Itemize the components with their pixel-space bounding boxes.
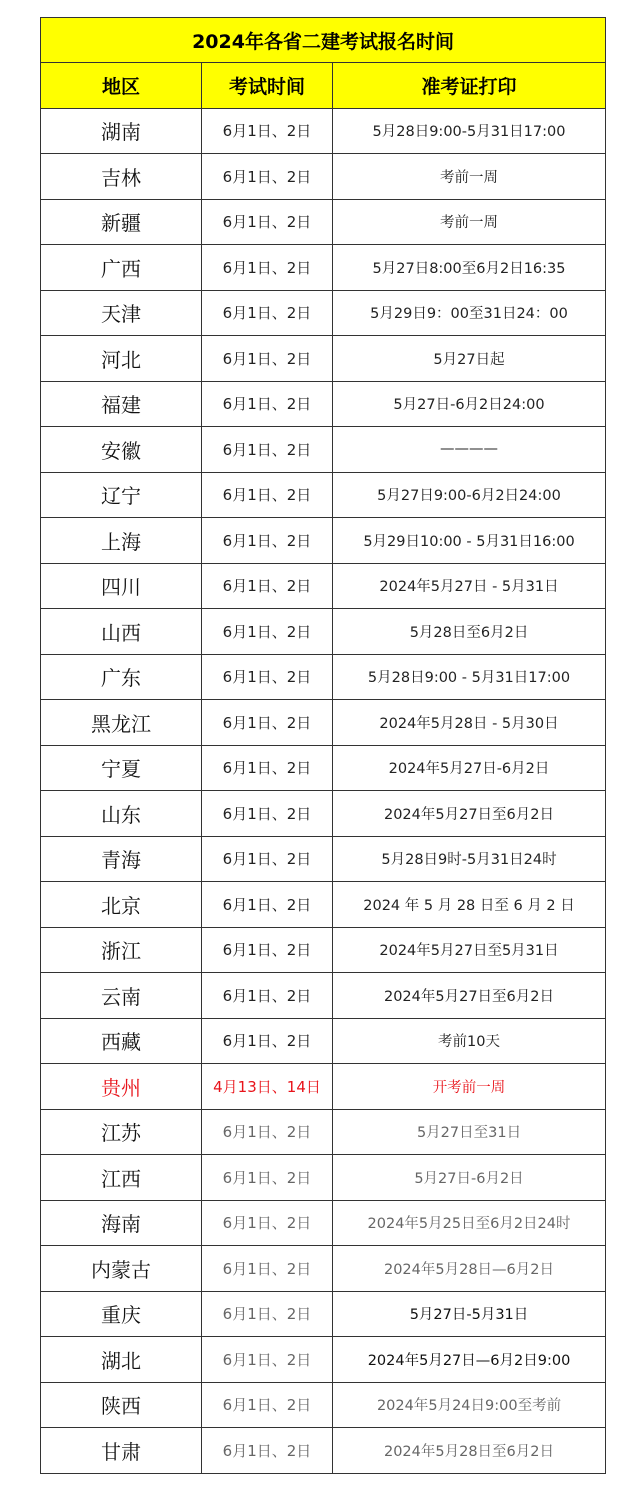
table-row (41, 927, 606, 973)
ticket-print-cell: 5月27日8:00至6月2日16:35 (333, 245, 606, 291)
region-cell: 安徽 (41, 427, 202, 473)
table-row (41, 1337, 606, 1383)
table-row (41, 1109, 606, 1155)
table-row (41, 290, 606, 336)
table-row (41, 336, 606, 382)
title-row (41, 18, 606, 63)
exam-date-cell: 6月1日、2日 (202, 927, 333, 973)
region-cell: 内蒙古 (41, 1246, 202, 1292)
table-row (41, 245, 606, 291)
ticket-print-cell: 5月27日至31日 (333, 1109, 606, 1155)
region-cell: 青海 (41, 836, 202, 882)
exam-date-cell: 6月1日、2日 (202, 518, 333, 564)
header-ticket-print: 准考证打印 (333, 63, 606, 109)
region-cell: 四川 (41, 563, 202, 609)
table-row (41, 1291, 606, 1337)
exam-date-cell: 6月1日、2日 (202, 427, 333, 473)
region-cell: 新疆 (41, 199, 202, 245)
ticket-print-cell: 5月27日-5月31日 (333, 1291, 606, 1337)
table-row (41, 1018, 606, 1064)
region-cell: 湖北 (41, 1337, 202, 1383)
ticket-print-cell: 2024年5月27日 - 5月31日 (333, 563, 606, 609)
table-row (41, 882, 606, 928)
exam-date-cell: 6月1日、2日 (202, 154, 333, 200)
region-cell: 山东 (41, 791, 202, 837)
region-cell: 贵州 (41, 1064, 202, 1110)
region-cell: 广西 (41, 245, 202, 291)
table-row (41, 427, 606, 473)
region-cell: 广东 (41, 654, 202, 700)
table-row (41, 1382, 606, 1428)
ticket-print-cell: 5月28日9:00 - 5月31日17:00 (333, 654, 606, 700)
ticket-print-cell: 2024年5月27日—6月2日9:00 (333, 1337, 606, 1383)
region-cell: 江苏 (41, 1109, 202, 1155)
registration-table (40, 17, 606, 1474)
ticket-print-cell: 5月28日9:00-5月31日17:00 (333, 108, 606, 154)
table-row (41, 609, 606, 655)
header-row (41, 63, 606, 109)
ticket-print-cell: 2024年5月27日至6月2日 (333, 791, 606, 837)
table-row (41, 199, 606, 245)
ticket-print-cell: 5月28日9时-5月31日24时 (333, 836, 606, 882)
table-row (41, 836, 606, 882)
exam-date-cell: 6月1日、2日 (202, 108, 333, 154)
region-cell: 天津 (41, 290, 202, 336)
region-cell: 福建 (41, 381, 202, 427)
table-row (41, 1200, 606, 1246)
region-cell: 西藏 (41, 1018, 202, 1064)
exam-date-cell: 6月1日、2日 (202, 290, 333, 336)
ticket-print-cell: 考前一周 (333, 154, 606, 200)
ticket-print-cell: 2024年5月27日至5月31日 (333, 927, 606, 973)
table-row (41, 472, 606, 518)
ticket-print-cell: 2024年5月28日 - 5月30日 (333, 700, 606, 746)
region-cell: 江西 (41, 1155, 202, 1201)
exam-date-cell: 6月1日、2日 (202, 973, 333, 1019)
region-cell: 陕西 (41, 1382, 202, 1428)
ticket-print-cell: 5月29日9：00至31日24：00 (333, 290, 606, 336)
header-exam-date: 考试时间 (202, 63, 333, 109)
ticket-print-cell: 2024年5月27日-6月2日 (333, 745, 606, 791)
exam-date-cell: 6月1日、2日 (202, 882, 333, 928)
exam-date-cell: 6月1日、2日 (202, 700, 333, 746)
exam-date-cell: 6月1日、2日 (202, 1428, 333, 1474)
region-cell: 辽宁 (41, 472, 202, 518)
region-cell: 海南 (41, 1200, 202, 1246)
ticket-print-cell: 2024年5月28日至6月2日 (333, 1428, 606, 1474)
table-row (41, 381, 606, 427)
table-row (41, 108, 606, 154)
exam-date-cell: 6月1日、2日 (202, 609, 333, 655)
region-cell: 甘肃 (41, 1428, 202, 1474)
table-row (41, 791, 606, 837)
exam-date-cell: 4月13日、14日 (202, 1064, 333, 1110)
ticket-print-cell: 2024年5月24日9:00至考前 (333, 1382, 606, 1428)
ticket-print-cell: 开考前一周 (333, 1064, 606, 1110)
region-cell: 浙江 (41, 927, 202, 973)
exam-date-cell: 6月1日、2日 (202, 791, 333, 837)
exam-date-cell: 6月1日、2日 (202, 1018, 333, 1064)
region-cell: 山西 (41, 609, 202, 655)
table-row (41, 1246, 606, 1292)
ticket-print-cell: 5月27日-6月2日24:00 (333, 381, 606, 427)
exam-date-cell: 6月1日、2日 (202, 836, 333, 882)
region-cell: 北京 (41, 882, 202, 928)
exam-date-cell: 6月1日、2日 (202, 199, 333, 245)
ticket-print-cell: ———— (333, 427, 606, 473)
exam-date-cell: 6月1日、2日 (202, 1382, 333, 1428)
table-title: 2024年各省二建考试报名时间 (41, 18, 606, 63)
ticket-print-cell: 考前一周 (333, 199, 606, 245)
header-region: 地区 (41, 63, 202, 109)
region-cell: 湖南 (41, 108, 202, 154)
region-cell: 上海 (41, 518, 202, 564)
exam-date-cell: 6月1日、2日 (202, 1109, 333, 1155)
ticket-print-cell: 2024年5月25日至6月2日24时 (333, 1200, 606, 1246)
exam-date-cell: 6月1日、2日 (202, 1155, 333, 1201)
ticket-print-cell: 2024 年 5 月 28 日至 6 月 2 日 (333, 882, 606, 928)
table-body (41, 108, 606, 1473)
table-row (41, 654, 606, 700)
exam-date-cell: 6月1日、2日 (202, 1337, 333, 1383)
table-row (41, 563, 606, 609)
table-row (41, 154, 606, 200)
exam-date-cell: 6月1日、2日 (202, 381, 333, 427)
ticket-print-cell: 5月28日至6月2日 (333, 609, 606, 655)
ticket-print-cell: 5月27日-6月2日 (333, 1155, 606, 1201)
exam-date-cell: 6月1日、2日 (202, 1200, 333, 1246)
table-row (41, 973, 606, 1019)
region-cell: 宁夏 (41, 745, 202, 791)
ticket-print-cell: 5月29日10:00 - 5月31日16:00 (333, 518, 606, 564)
region-cell: 云南 (41, 973, 202, 1019)
region-cell: 重庆 (41, 1291, 202, 1337)
table-row (41, 1428, 606, 1474)
table-row (41, 518, 606, 564)
exam-date-cell: 6月1日、2日 (202, 745, 333, 791)
exam-date-cell: 6月1日、2日 (202, 563, 333, 609)
exam-date-cell: 6月1日、2日 (202, 245, 333, 291)
ticket-print-cell: 5月27日起 (333, 336, 606, 382)
ticket-print-cell: 2024年5月28日—6月2日 (333, 1246, 606, 1292)
table-row (41, 700, 606, 746)
exam-date-cell: 6月1日、2日 (202, 654, 333, 700)
table-row (41, 1064, 606, 1110)
exam-date-cell: 6月1日、2日 (202, 472, 333, 518)
exam-date-cell: 6月1日、2日 (202, 1291, 333, 1337)
ticket-print-cell: 考前10天 (333, 1018, 606, 1064)
ticket-print-cell: 5月27日9:00-6月2日24:00 (333, 472, 606, 518)
exam-date-cell: 6月1日、2日 (202, 336, 333, 382)
table-row (41, 1155, 606, 1201)
region-cell: 吉林 (41, 154, 202, 200)
ticket-print-cell: 2024年5月27日至6月2日 (333, 973, 606, 1019)
region-cell: 河北 (41, 336, 202, 382)
region-cell: 黑龙江 (41, 700, 202, 746)
table-row (41, 745, 606, 791)
exam-date-cell: 6月1日、2日 (202, 1246, 333, 1292)
